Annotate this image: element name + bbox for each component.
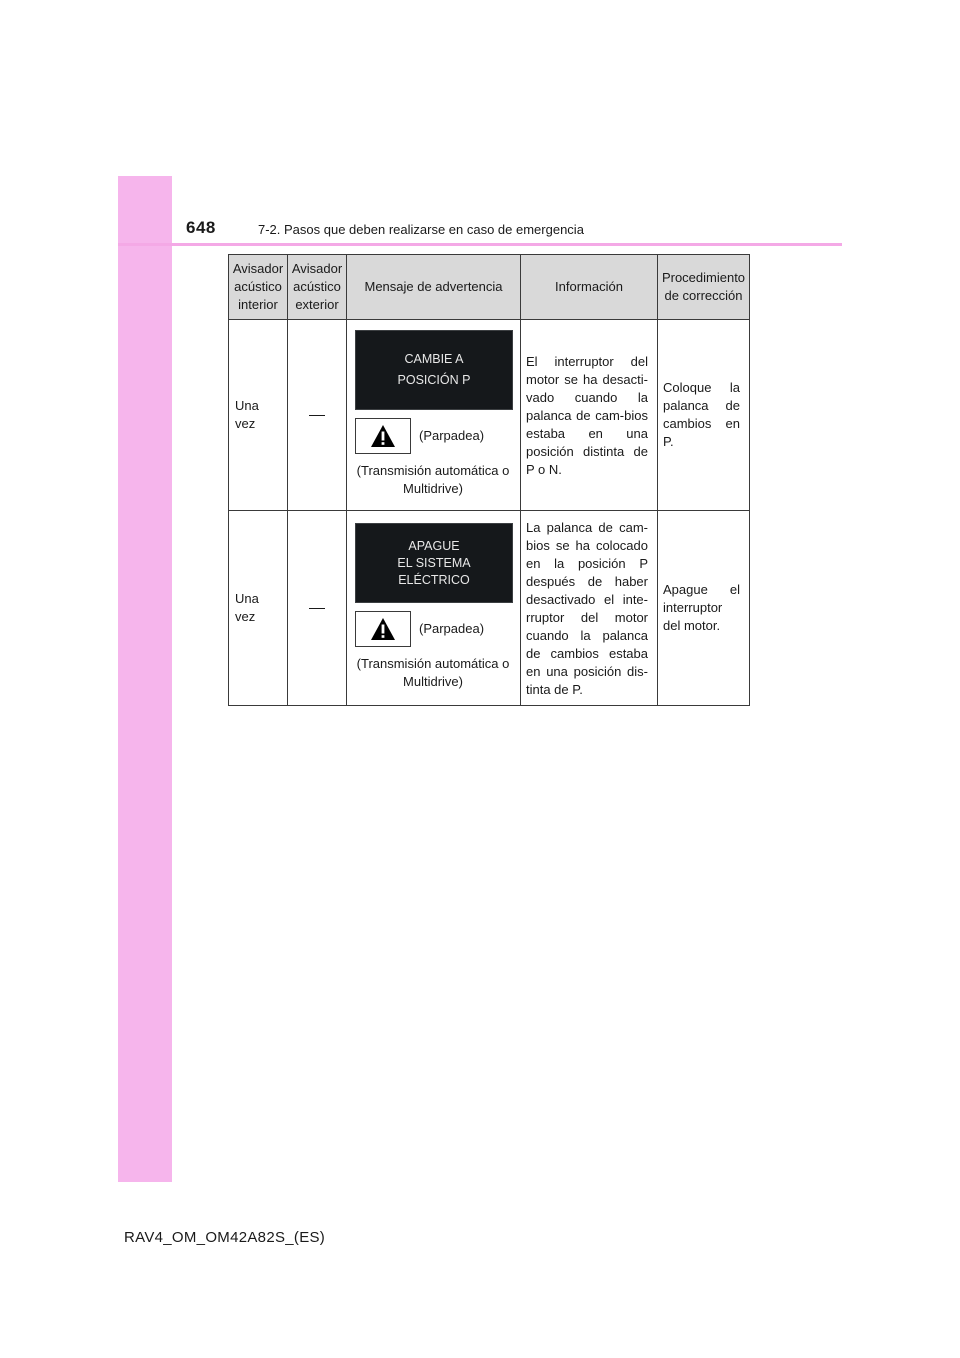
column-header-exterior-beep: Avisador acústico exterior [288,255,347,320]
information-cell: La palanca de cam-bios se ha colocado en la posición P después de haber desactivado el inte-rruptor del motor cuando la palanca de cambios estaba en una posición dis-tinta de P. [521,511,658,706]
table-row [229,320,750,511]
multi-info-display [355,330,513,410]
column-header-interior-beep: Avisador acústico interior [229,255,288,320]
multi-info-display [355,523,513,603]
display-line: POSICIÓN P [397,373,471,387]
warning-triangle-icon [355,418,411,454]
warning-message-cell [347,320,521,511]
blink-note: (Parpadea) [419,621,485,636]
table-row [229,511,750,706]
page-number: 648 [186,218,216,237]
exterior-beep-cell [288,320,347,511]
column-header-information: Información [521,255,658,320]
interior-beep-cell: Una vez [229,511,288,706]
correction-cell: Apague el interruptor del motor. [658,511,750,706]
display-line: ELÉCTRICO [398,572,470,587]
information-cell: El interruptor del motor se ha desacti-vado cuando la palanca de cam-bios estaba en una posición distinta de P o N. [521,320,658,511]
dash-mark [309,415,325,416]
display-line: APAGUE [408,538,460,553]
exterior-beep-cell [288,511,347,706]
document-code: RAV4_OM_OM42A82S_(ES) [124,1229,326,1246]
warning-table [228,254,750,706]
display-line: CAMBIE A [404,352,464,366]
transmission-note: (Transmisión automática o Multidrive) [356,656,510,689]
warning-triangle-icon [355,611,411,647]
correction-cell: Coloque la palanca de cambios en P. [658,320,750,511]
display-line: EL SISTEMA [397,555,471,570]
warning-message-cell [347,511,521,706]
header-divider [118,243,842,246]
column-header-warning-message: Mensaje de advertencia [347,255,521,320]
interior-beep-cell: Una vez [229,320,288,511]
blink-note: (Parpadea) [419,428,485,443]
dash-mark [309,608,325,609]
table-header-row [229,255,750,320]
warning-indicator-row [355,418,511,454]
section-title: 7-2. Pasos que deben realizarse en caso de emergencia [258,222,584,237]
warning-indicator-row [355,611,511,647]
side-color-band [118,176,172,1182]
transmission-note: (Transmisión automática o Multidrive) [356,463,510,496]
column-header-correction: Procedimiento de corrección [658,255,750,320]
